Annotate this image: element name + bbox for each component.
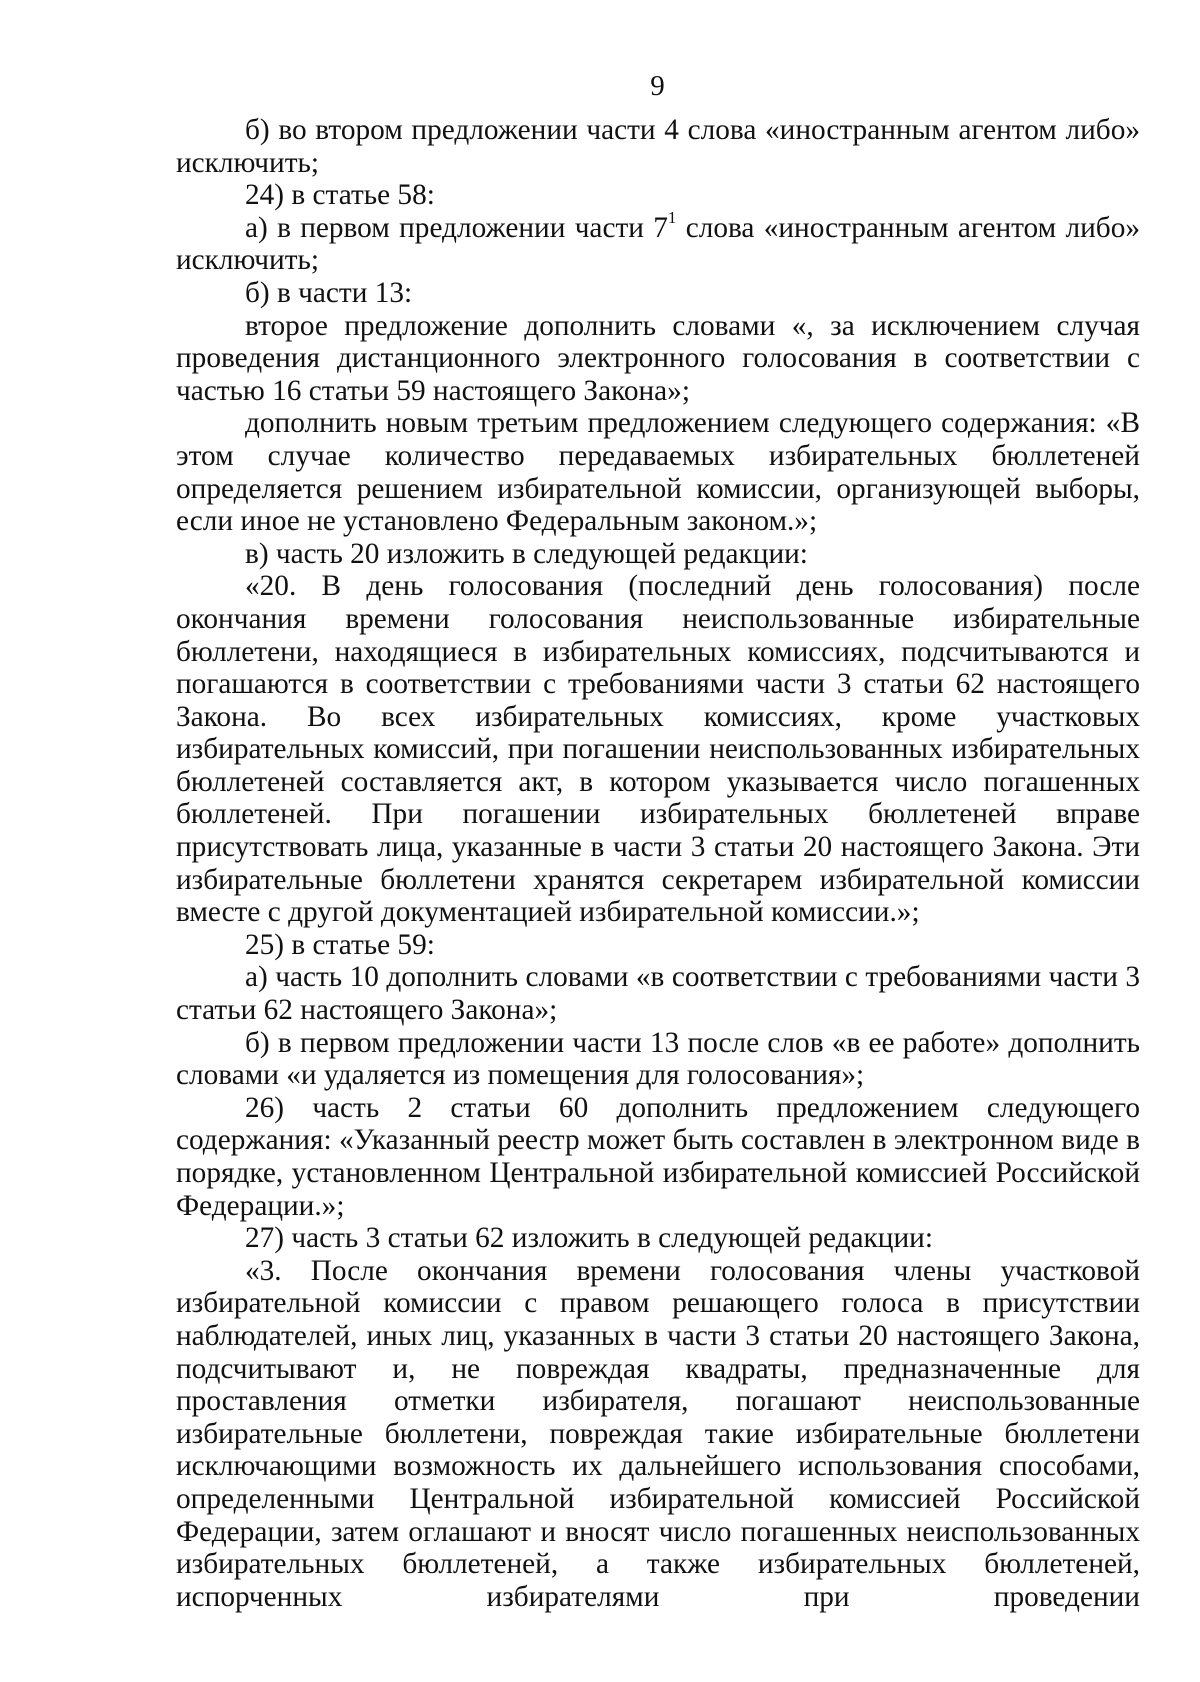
page-number: 9: [650, 70, 665, 102]
paragraph: б) во втором предложении части 4 слова «иностранным агентом либо» исключить;: [176, 114, 1140, 179]
paragraph: «3. После окончания времени голосования члены участковой избирательной комиссии с правом решающего голоса в присутствии наблюдателей, иных лиц, указанных в части 3 статьи 20 настоящего Закона, подсчитывают и, не повреждая квадраты, предназначенные для проставления отметки избирателя, погашают неиспользованные избирательные бюллетени, повреждая такие избирательные бюллетени исключающими возможность их дальнейшего использования способами, определенными Центральной избирательной комиссией Российской Федерации, затем оглашают и вносят число погашенных неиспользованных избирательных бюллетеней, а также избирательных бюллетеней, испорченных избирателями при проведении: [176, 1254, 1140, 1613]
list-item-heading: б) в части 13:: [245, 276, 413, 309]
document-body: [176, 114, 1140, 1613]
paragraph: а) часть 10 дополнить словами «в соответствии с требованиями части 3 статьи 62 настоящего Закона»;: [176, 961, 1140, 1027]
paragraph-text: слова «иностранным агентом либо» исключить;: [176, 211, 1140, 277]
paragraph-text: а) в первом предложении части 7: [245, 211, 668, 244]
paragraph: «20. В день голосования (последний день голосования) после окончания времени голосования неиспользованные избирательные бюллетени, находящиеся в избирательных комиссиях, подсчитываются и погашаются в соответствии с требованиями части 3 статьи 62 настоящего Закона. Во всех избирательных комиссиях, кроме участковых избирательных комиссий, при погашении неиспользованных избирательных бюллетеней составляется акт, в котором указывается число погашенных бюллетеней. При погашении избирательных бюллетеней вправе присутствовать лица, указанные в части 3 статьи 20 настоящего Закона. Эти избирательные бюллетени хранятся секретарем избирательной комиссии вместе с другой документацией избирательной комиссии.»;: [176, 570, 1140, 929]
list-item-heading: в) часть 20 изложить в следующей редакции:: [245, 537, 808, 570]
paragraph: [176, 207, 1140, 277]
paragraph: 26) часть 2 статьи 60 дополнить предложением следующего содержания: «Указанный реестр может быть составлен в электронном виде в порядке, установленном Центральной избирательной комиссией Российской Федерации.»;: [176, 1091, 1140, 1222]
paragraph: второе предложение дополнить словами «, за исключением случая проведения дистанционного электронного голосования в соответствии с частью 16 статьи 59 настоящего Закона»;: [176, 309, 1140, 407]
list-item-heading: 25) в статье 59:: [245, 928, 435, 961]
superscript: 1: [667, 207, 677, 227]
paragraph: дополнить новым третьим предложением следующего содержания: «В этом случае количество передаваемых избирательных бюллетеней определяется решением избирательной комиссии, организующей выборы, если иное не установлено Федеральным законом.»;: [176, 407, 1140, 538]
paragraph: б) в первом предложении части 13 после слов «в ее работе» дополнить словами «и удаляется из помещения для голосования»;: [176, 1026, 1140, 1092]
list-item-heading: 27) часть 3 статьи 62 изложить в следующей редакции:: [245, 1222, 933, 1255]
list-item-heading: 24) в статье 58:: [245, 179, 435, 212]
